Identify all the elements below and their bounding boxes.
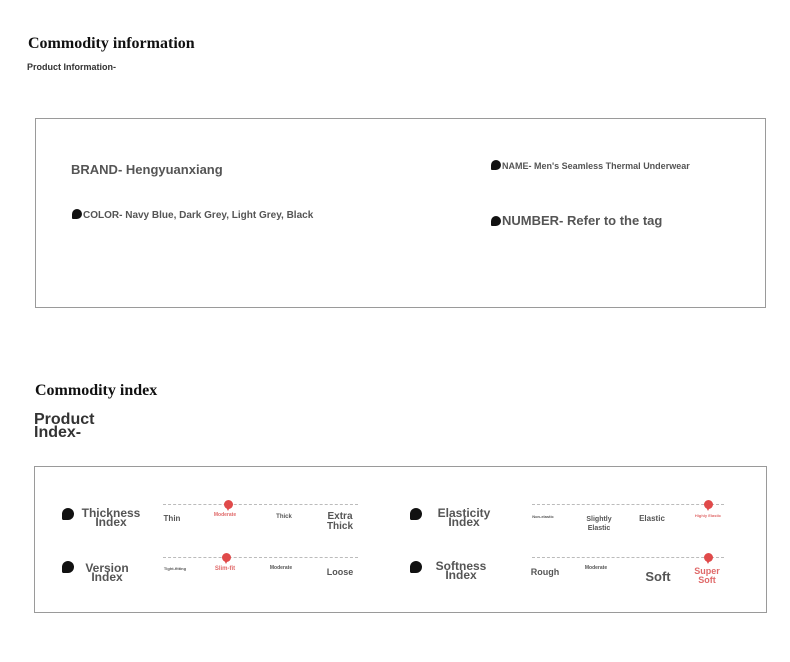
thickness-index-label: Thickness Index [81, 506, 141, 529]
thickness-option-moderate: Moderate [213, 512, 237, 518]
version-marker-icon [222, 553, 231, 562]
elasticity-index-label: Elasticity Index [437, 506, 491, 529]
commodity-index-title: Commodity index [35, 382, 158, 399]
version-option-tight-fitting: Tight-fitting [163, 566, 187, 571]
thickness-option-thin: Thin [163, 514, 181, 523]
number-info-row [491, 213, 662, 228]
bullet-icon [62, 508, 74, 520]
number-info: NUMBER- Refer to the tag [502, 213, 663, 228]
softness-option-soft: Soft [645, 569, 671, 584]
product-information-subtitle: Product Information- [27, 62, 116, 72]
thickness-option-thick: Thick [276, 514, 292, 520]
elasticity-option-elastic: Elastic [639, 514, 665, 523]
softness-option-moderate: Moderate [584, 565, 608, 571]
name-info: NAME- Men's Seamless Thermal Underwear [502, 161, 690, 171]
thickness-marker-icon [224, 500, 233, 509]
name-info-row [491, 160, 690, 171]
thickness-scale [163, 504, 358, 505]
thickness-option-extra-thick: Extra Thick [326, 511, 354, 532]
version-scale [163, 557, 358, 558]
softness-scale [532, 557, 724, 558]
elasticity-option-highly-elastic: Highly Elastic [694, 513, 722, 518]
product-index-subtitle: Product Index- [34, 411, 95, 441]
bullet-icon [410, 561, 422, 573]
elasticity-marker-icon [704, 500, 713, 509]
softness-marker-icon [704, 553, 713, 562]
bullet-icon [72, 209, 82, 219]
elasticity-option-non-elastic: Non-elastic [532, 514, 554, 519]
color-info: COLOR- Navy Blue, Dark Grey, Light Grey, Black [83, 210, 314, 221]
color-info-row [72, 209, 313, 221]
commodity-information-title: Commodity information [28, 35, 195, 52]
bullet-icon [62, 561, 74, 573]
version-option-slim-fit: Slim-fit [214, 566, 236, 572]
softness-option-super-soft: Super Soft [694, 566, 720, 585]
softness-option-rough: Rough [530, 567, 560, 577]
version-option-moderate: Moderate [269, 565, 293, 571]
bullet-icon [491, 160, 501, 170]
elasticity-option-slightly-elastic: Slightly Elastic [586, 516, 612, 532]
brand-info: BRAND- Hengyuanxiang [71, 162, 223, 177]
version-option-loose: Loose [326, 567, 354, 577]
softness-index-label: Softness Index [435, 559, 487, 582]
product-index-box [34, 466, 767, 613]
bullet-icon [491, 216, 501, 226]
elasticity-scale [532, 504, 724, 505]
bullet-icon [410, 508, 422, 520]
version-index-label: Version Index [85, 561, 129, 584]
